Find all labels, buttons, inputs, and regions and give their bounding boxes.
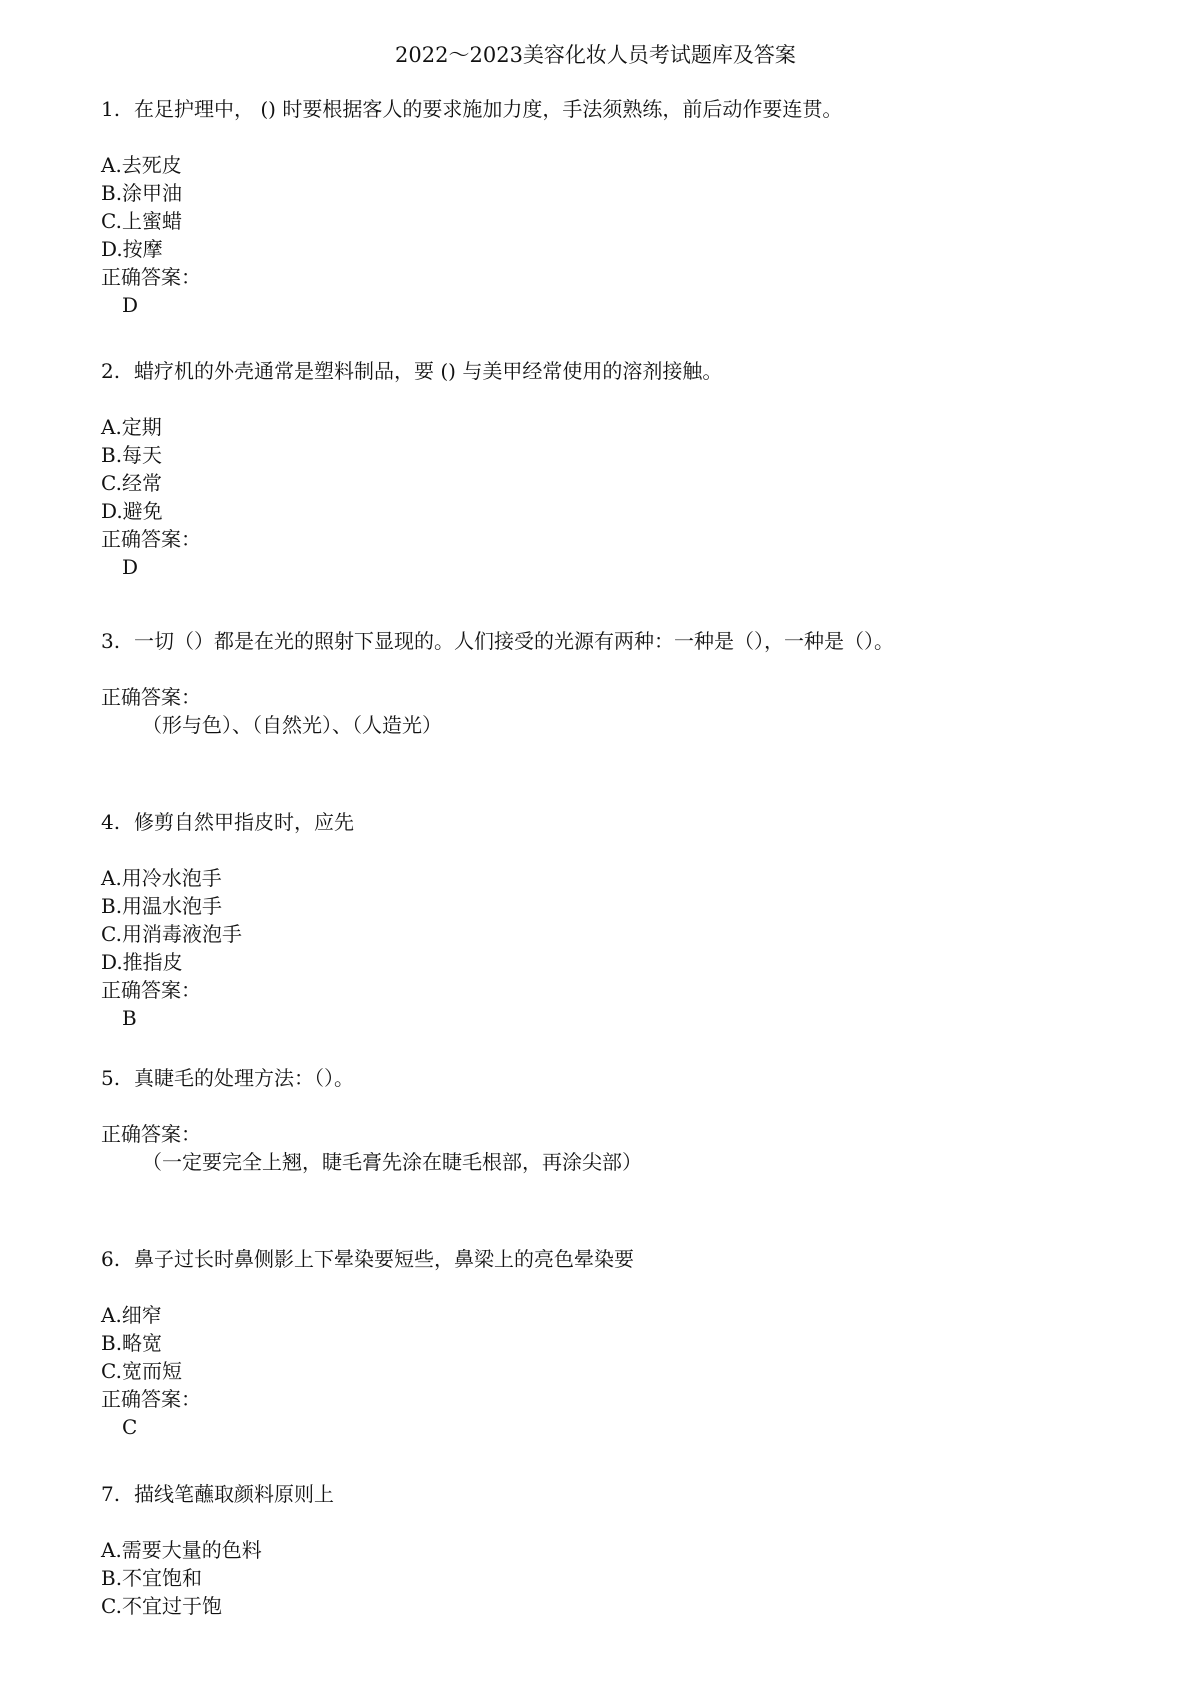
question-number: 7. [101,1482,121,1506]
question-stem [101,807,354,837]
option-a: A.去死皮 [101,153,182,177]
question-number: 2. [101,359,121,383]
question-text: 描线笔蘸取颜料原则上 [134,1482,334,1506]
question-stem [101,94,842,124]
answer-value: （一定要完全上翘，睫毛膏先涂在睫毛根部，再涂尖部） [142,1150,642,1174]
option-b: B.用温水泡手 [101,894,223,918]
page-title: 2022～2023美容化妆人员考试题库及答案 [395,43,796,67]
answer-label: 正确答案： [101,1122,201,1146]
question-text: 真睫毛的处理方法：（）。 [134,1066,354,1090]
answer-label: 正确答案： [101,978,201,1002]
option-d: D.避免 [101,499,163,523]
answer-value: B [122,1006,137,1030]
option-a: A.需要大量的色料 [101,1538,262,1562]
question-stem [101,1244,634,1274]
answer-value: D [122,293,139,317]
option-a: A.细窄 [101,1303,162,1327]
question-stem [101,1063,354,1093]
question-text: 在足护理中， () 时要根据客人的要求施加力度，手法须熟练，前后动作要连贯。 [134,97,843,121]
answer-label: 正确答案： [101,527,201,551]
question-number: 6. [101,1247,121,1271]
option-d: D.按摩 [101,237,163,261]
question-number: 3. [101,629,121,653]
question-stem [101,1479,334,1509]
option-b: B.涂甲油 [101,181,183,205]
option-b: B.略宽 [101,1331,163,1355]
question-stem [101,626,894,656]
option-d: D.推指皮 [101,950,183,974]
answer-label: 正确答案： [101,1387,201,1411]
question-number: 1. [101,97,121,121]
option-c: C.不宜过于饱 [101,1594,222,1618]
option-c: C.宽而短 [101,1359,182,1383]
answer-value: D [122,555,139,579]
question-stem [101,356,722,386]
question-text: 修剪自然甲指皮时，应先 [134,810,354,834]
question-text: 蜡疗机的外壳通常是塑料制品，要 () 与美甲经常使用的溶剂接触。 [134,359,723,383]
option-c: C.上蜜蜡 [101,209,182,233]
answer-label: 正确答案： [101,265,201,289]
question-number: 5. [101,1066,121,1090]
option-b: B.每天 [101,443,163,467]
option-a: A.用冷水泡手 [101,866,222,890]
question-text: 一切（）都是在光的照射下显现的。人们接受的光源有两种：一种是（），一种是（）。 [134,629,894,653]
answer-value: C [122,1415,138,1439]
option-c: C.经常 [101,471,162,495]
question-number: 4. [101,810,121,834]
option-c: C.用消毒液泡手 [101,922,242,946]
option-a: A.定期 [101,415,162,439]
question-text: 鼻子过长时鼻侧影上下晕染要短些，鼻梁上的亮色晕染要 [134,1247,634,1271]
option-b: B.不宜饱和 [101,1566,203,1590]
answer-label: 正确答案： [101,685,201,709]
answer-value: （形与色）、（自然光）、（人造光） [142,713,442,737]
